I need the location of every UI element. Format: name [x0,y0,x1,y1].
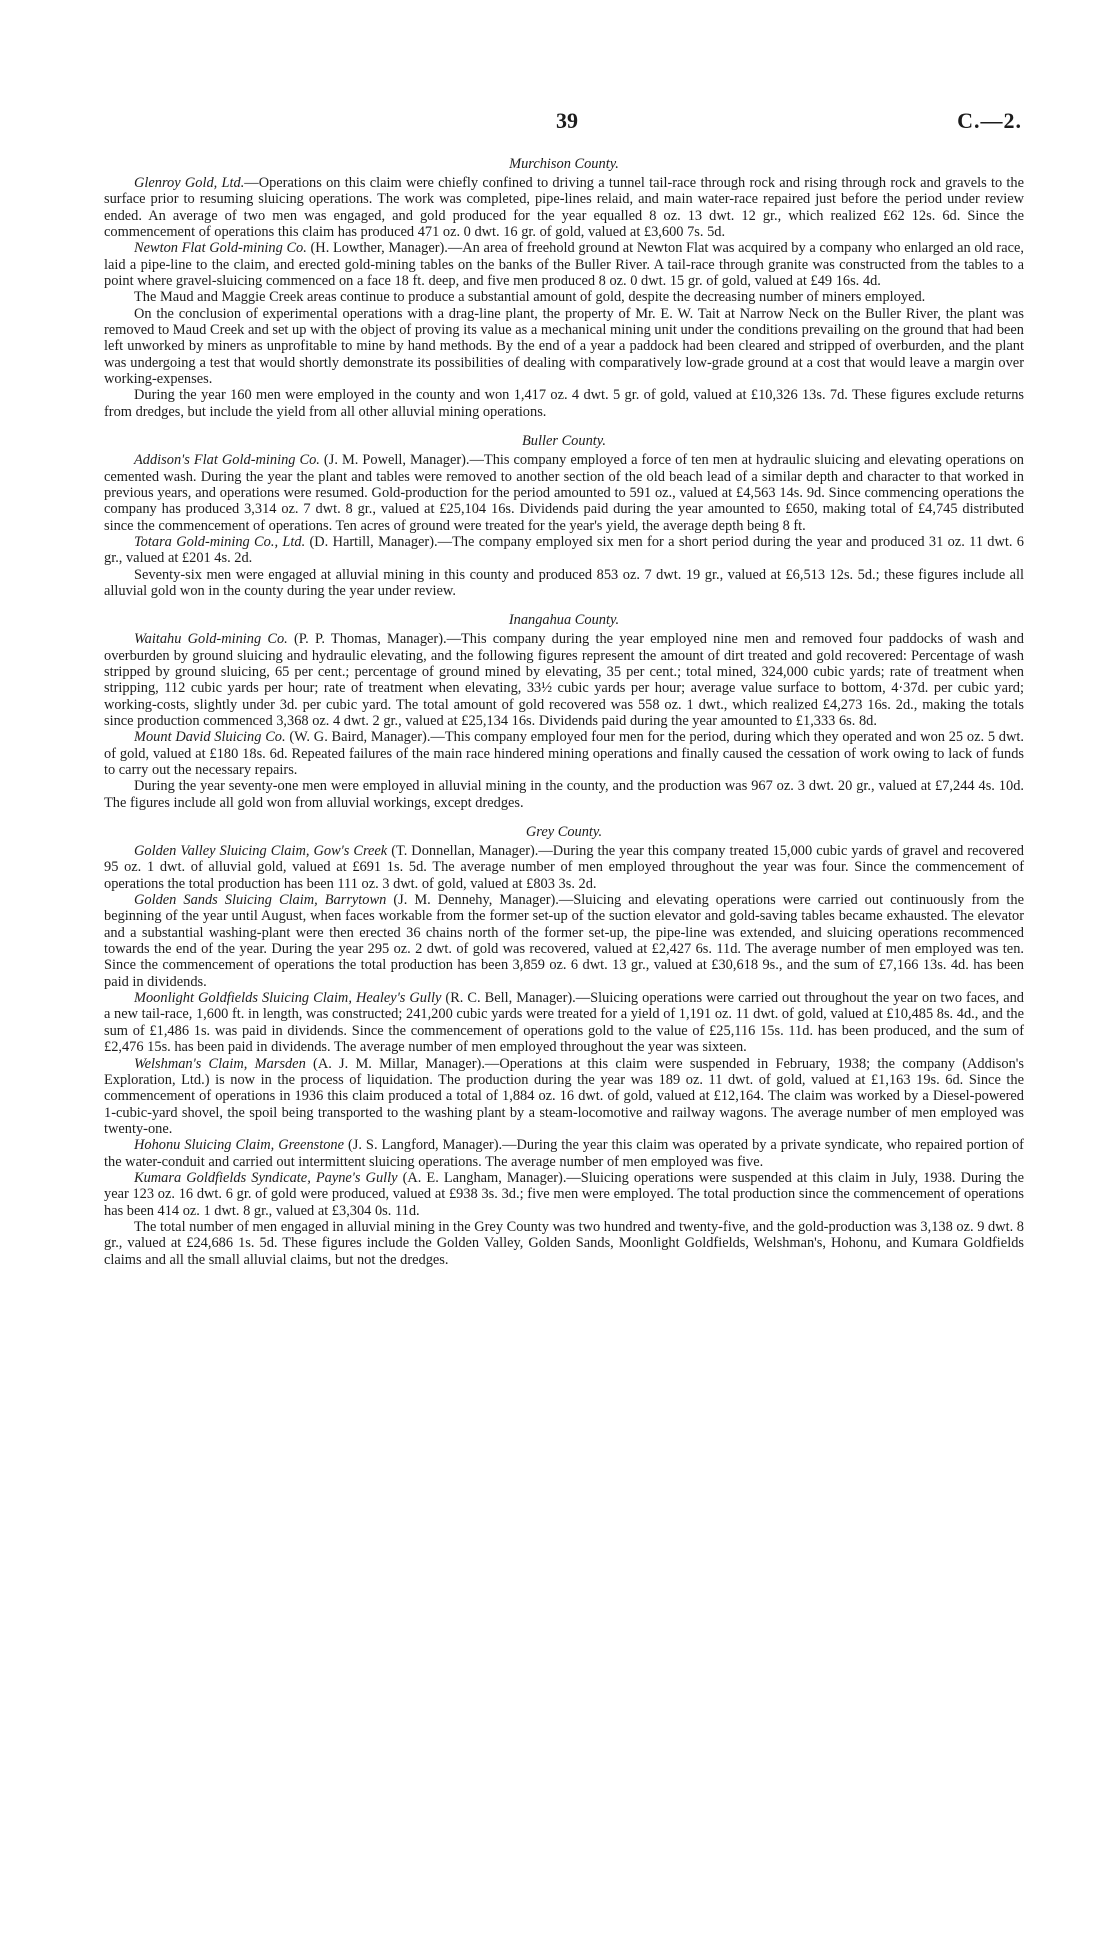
paragraph-text: (J. M. Dennehy, Manager).—Sluicing and elevating operations were carried out continuously from the beginning of the year until August, when faces workable from the former set-up of the suction elevator and gold-saving tables became exhausted. The elevator and a substantial washing-plant were then erected 36 chains north of the former set-up, the pipe-line was extended, and sluicing operations recommenced towards the end of the year. During the year 295 oz. 2 dwt. of gold was recovered, valued at £2,427 6s. 11d. The average number of men employed was ten. Since the commencement of operations the total production has been 3,859 oz. 6 dwt. 13 gr., valued at £30,618 9s., and the sum of £7,166 13s. 4d. has been paid in dividends. [104,892,1025,990]
paragraph-text: (A. J. M. Millar, Manager).—Operations at this claim were suspended in February, 1938; the company (Addison's Exploration, Ltd.) is now in the process of liquidation. The production during the year was 189 oz. 11 dwt. of gold, valued at £1,163 19s. 6d. Since the commencement of operations in 1936 this claim produced a total of 1,884 oz. 16 dwt. of gold, valued at £12,164. The claim was worked by a Diesel-powered 1-cubic-yard shovel, the spoil being transported to the washing plant by a steam-locomotive and railway wagons. The average number of men employed was twenty-one. [104,1055,1024,1137]
paragraph-text: (R. C. Bell, Manager).—Sluicing operations were carried out throughout the year on two faces, and a new tail-race, 1,600 ft. in length, was constructed; 241,200 cubic yards were treated for a yield of 1,191 oz. 11 dwt. of gold, valued at £10,485 8s. 4d., and the sum of £1,486 1s. was paid in dividends. Since the commencement of operations gold to the value of £25,116 15s. 11d. has been produced, and the sum of £2,476 15s. has been paid in dividends. The average number of men employed throughout the year was sixteen. [104,990,1024,1056]
section-heading: Murchison County. [509,156,619,172]
paragraph [104,1137,1024,1170]
paragraph [104,567,1024,600]
paragraph [104,1170,1024,1219]
paragraph-text: The Maud and Maggie Creek areas continue to produce a substantial amount of gold, despite the decreasing number of miners employed. [134,289,926,306]
company-name: Waitahu Gold-mining Co. [134,631,288,648]
section-heading: Grey County. [525,824,603,841]
document-reference: C.—2. [957,108,1022,133]
paragraph-text: (J. M. Powell, Manager).—This company employed a force of ten men at hydraulic sluicing and elevating operations on cemented wash. During the year the plant and tables were removed to another section of the old beach lead of a similar depth and character to that worked in previous years, and operations were resumed. Gold-production for the period amounted to 591 oz., valued at £4,563 14s. 9d. Since commencing operations the company has produced 3,314 oz. 7 dwt. 8 gr., valued at £25,104 16s. Dividends paid during the year amounted to £650, making total of £4,745 distributed since the commencement of operations. Ten acres of ground were treated for the year's yield, the average depth being 8 ft. [104,452,1024,534]
section-inangahua-county [104,612,1024,811]
paragraph-text: (W. G. Baird, Manager).—This company employed four men for the period, during which they operated and won 25 oz. 5 dwt. of gold, valued at £180 18s. 6d. Repeated failures of the main race hindered mining operations and finally caused the cessation of work owing to lack of funds to carry out the necessary repairs. [104,729,1024,778]
company-name: Hohonu Sluicing Claim, Greenstone [134,1137,345,1154]
company-name: Addison's Flat Gold-mining Co. [134,452,320,469]
paragraph-text: (D. Hartill, Manager).—The company employed six men for a short period during the year and produced 31 oz. 11 dwt. 6 gr., valued at £201 4s. 2d. [104,533,1024,567]
company-name: Kumara Goldfields Syndicate, Payne's Gully [134,1169,398,1186]
company-name: Moonlight Goldfields Sluicing Claim, Healey's Gully [134,990,442,1007]
report-body [104,156,1024,1268]
paragraph [104,843,1024,892]
paragraph [104,289,1024,305]
paragraph-text: —Operations on this claim were chiefly confined to driving a tunnel tail-race through rock and rising through rock and gravels to the surface prior to resuming sluicing operations. The work was completed, pipe-lines relaid, and main water-race repaired just before the period under review ended. An average of two men was engaged, and gold produced for the year equalled 8 oz. 13 dwt. 12 gr., which realized £62 12s. 6d. Since the commencement of operations this claim has produced 471 oz. 0 dwt. 16 gr. of gold, valued at £3,600 7s. 5d. [104,175,1024,241]
company-name: Welshman's Claim, Marsden [134,1055,306,1072]
paragraph [104,1219,1024,1268]
paragraph [104,452,1024,534]
page-number: 39 [556,108,578,133]
paragraph [104,631,1024,729]
company-name: Totara Gold-mining Co., Ltd. [134,533,306,550]
paragraph [104,306,1024,388]
company-name: Mount David Sluicing Co. [134,729,286,746]
paragraph-text: (P. P. Thomas, Manager).—This company during the year employed nine men and removed four paddocks of wash and overburden by ground sluicing and hydraulic elevating, and the following figures represent the amount of dirt treated and gold recovered: Percentage of wash stripped by ground sluicing, 65 per cent.; percentage of ground mined by elevating, 35 per cent.; total mined, 324,000 cubic yards; rate of treatment when stripping, 112 cubic yards per hour; rate of treatment when elevating, 33½ cubic yards per hour; average value surface to bottom, 4·37d. per cubic yard; working-costs, slightly under 3d. per cubic yard. The total amount of gold recovered was 558 oz. 1 dwt., which realized £4,273 16s. 2d., making the totals since production commenced 3,368 oz. 4 dwt. 2 gr., valued at £25,134 16s. Dividends paid during the year amounted to £1,333 6s. 8d. [104,631,1024,729]
paragraph-text: On the conclusion of experimental operations with a drag-line plant, the property of Mr. E. W. Tait at Narrow Neck on the Buller River, the plant was removed to Maud Creek and set up with the object of proving its value as a mechanical mining unit under the conditions prevailing on the ground that had been left unworked by miners as unprofitable to mine by hand methods. By the end of a year a paddock had been cleared and stripped of overburden, and the plant was undergoing a test that would shortly demonstrate its possibilities of dealing with comparatively low-grade ground at a cost that would leave a margin over working-expenses. [104,305,1024,388]
company-name: Newton Flat Gold-mining Co. [134,240,307,257]
paragraph [104,534,1024,567]
paragraph [104,175,1024,240]
company-name: Glenroy Gold, Ltd. [134,175,245,191]
paragraph-text: During the year 160 men were employed in the county and won 1,417 oz. 4 dwt. 5 gr. of gold, valued at £10,326 13s. 7d. These figures exclude returns from dredges, but include the yield from all other alluvial mining operations. [104,387,1024,420]
paragraph [104,240,1024,289]
paragraph [104,729,1024,778]
company-name: Golden Valley Sluicing Claim, Gow's Creek [134,843,388,860]
paragraph-text: (J. S. Langford, Manager).—During the year this claim was operated by a private syndicate, who repaired portion of the water-conduit and carried out intermittent sluicing operations. The average number of men employed was five. [104,1137,1024,1170]
paragraph [104,1056,1024,1138]
paragraph [104,990,1024,1055]
section-murchison-county [104,156,1024,420]
paragraph [104,387,1024,420]
paragraph-text: (H. Lowther, Manager).—An area of freehold ground at Newton Flat was acquired by a company who enlarged an old race, laid a pipe-line to the claim, and erected gold-mining tables on the banks of the Buller River. A tail-race through granite was constructed from the tables to a point where gravel-sluicing commenced on a face 18 ft. deep, and five men produced 8 oz. 0 dwt. 15 gr. of gold, valued at £49 16s. 4d. [104,240,1024,290]
company-name: Golden Sands Sluicing Claim, Barrytown [134,892,387,909]
paragraph [104,778,1024,811]
paragraph-text: (T. Donnellan, Manager).—During the year this company treated 15,000 cubic yards of gravel and recovered 95 oz. 1 dwt. of alluvial gold, valued at £691 1s. 5d. The average number of men employed throughout the year was four. Since the commencement of operations the total production has been 111 oz. 3 dwt. of gold, valued at £803 3s. 2d. [104,843,1024,892]
section-heading: Buller County. [522,433,606,450]
paragraph [104,892,1024,990]
section-heading: Inangahua County. [508,612,620,629]
paragraph-text: Seventy-six men were engaged at alluvial mining in this county and produced 853 oz. 7 dwt. 19 gr., valued at £6,513 12s. 5d.; these figures include all alluvial gold won in the county during the year under review. [104,566,1024,599]
paragraph-text: During the year seventy-one men were employed in alluvial mining in the county, and the production was 967 oz. 3 dwt. 20 gr., valued at £7,244 4s. 10d. The figures include all gold won from alluvial workings, except dredges. [104,778,1024,811]
section-grey-county [104,824,1024,1268]
section-buller-county [104,433,1024,599]
paragraph-text: (A. E. Langham, Manager).—Sluicing operations were suspended at this claim in July, 1938. During the year 123 oz. 16 dwt. 6 gr. of gold were produced, valued at £938 3s. 3d.; five men were employed. The total production since the commencement of operations has been 414 oz. 1 dwt. 8 gr., valued at £3,304 0s. 11d. [104,1169,1025,1219]
paragraph-text: The total number of men engaged in alluvial mining in the Grey County was two hundred and twenty-five, and the gold-production was 3,138 oz. 9 dwt. 8 gr., valued at £24,686 1s. 5d. These figures include the Golden Valley, Golden Sands, Moonlight Goldfields, Welshman's, Hohonu, and Kumara Goldfields claims and all the small alluvial claims, but not the dredges. [104,1218,1024,1268]
